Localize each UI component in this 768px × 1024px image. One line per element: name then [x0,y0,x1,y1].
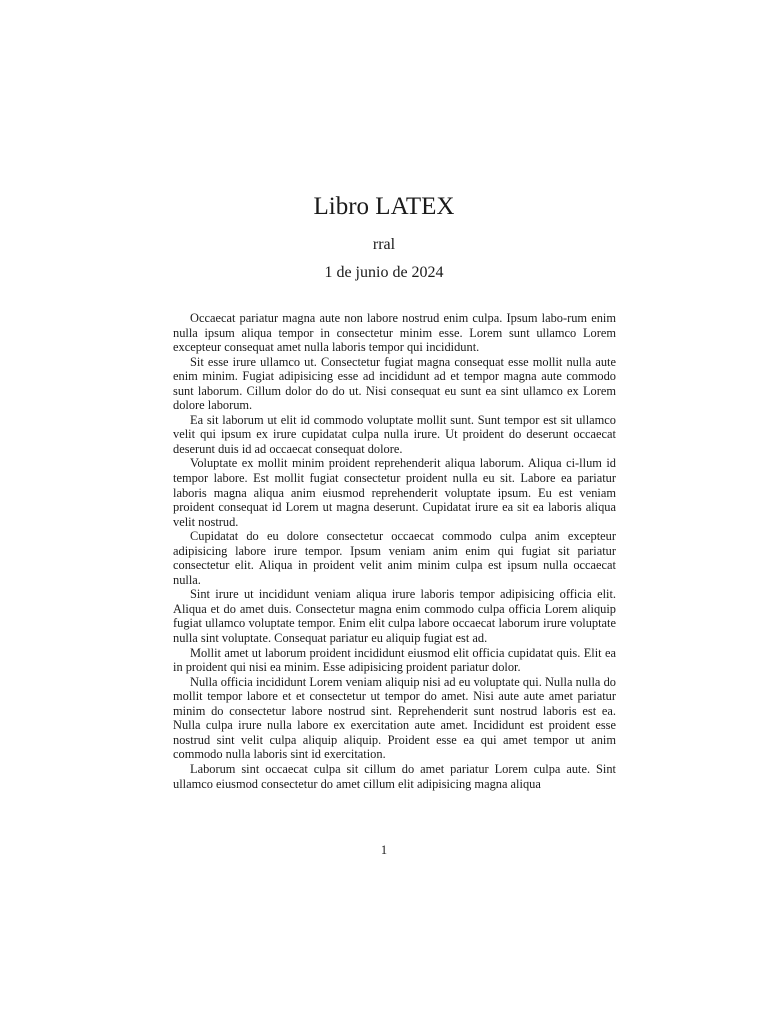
document-title [0,192,768,222]
document-body [173,311,616,791]
paragraph: Occaecat pariatur magna aute non labore nostrud enim culpa. Ipsum labo-rum enim nulla ipsum aliqua tempor in consectetur minim esse. Lorem sunt ullamco Lorem excepteur consequat amet nulla laboris tempor qui incididunt. [173,311,616,355]
document-date: 1 de junio de 2024 [324,264,444,281]
paragraph: Cupidatat do eu dolore consectetur occaecat commodo culpa anim excepteur adipisicing labore irure tempor. Ipsum veniam anim enim qui fugiat sit pariatur consectetur elit. Aliqua in proident velit anim minim culpa est ipsum nulla occaecat nulla. [173,529,616,587]
paragraph: Sint irure ut incididunt veniam aliqua irure laboris tempor adipisicing officia elit. Aliqua et do amet duis. Consectetur magna enim commodo culpa officia Lorem aliquip fugiat ullamco voluptate tempor. Enim elit culpa labore occaecat laborum irure voluptate nulla sint voluptate. Consequat pariatur eu aliquip fugiat est ad. [173,587,616,646]
document-author: rral [372,236,396,253]
paragraph: Nulla officia incididunt Lorem veniam aliquip nisi ad eu voluptate qui. Nulla nulla do mollit tempor labore et et consectetur ut tempor do amet. Nisi aute aute amet pariatur minim do consectetur labore nostrud sint. Reprehenderit sunt nostrud laboris est ea. Nulla culpa irure nulla labore ex exercitation aute amet. Incididunt est proident esse nostrud sint velit culpa aliquip aliquip. Proident esse ea qui amet tempor ut anim commodo nulla laboris sint id exercitation. [173,674,616,762]
document-title-text: Libro LATEX [313,193,455,220]
paragraph: Ea sit laborum ut elit id commodo voluptate mollit sunt. Sunt tempor est sit ullamco velit qui ipsum ex irure cupidatat culpa nulla irure. Ut proident do deserunt occaecat deserunt duis id ad occaecat consequat dolore. [173,412,616,456]
paragraph: Sit esse irure ullamco ut. Consectetur fugiat magna consequat esse mollit nulla aute enim minim. Fugiat adipisicing esse ad incididunt ad et tempor magna aute commodo sunt laborum. Cillum dolor do do ut. Nisi consequat eu sunt ea sint ullamco ex Lorem dolore laborum. [173,354,616,413]
paragraph: Laborum sint occaecat culpa sit cillum do amet pariatur Lorem culpa aute. Sint ullamco eiusmod consectetur do amet cillum elit adipisicing magna aliqua [173,761,616,791]
page-number: 1 [380,843,388,857]
paragraph: Voluptate ex mollit minim proident reprehenderit aliqua laborum. Aliqua ci-llum id tempor labore. Est mollit fugiat consectetur proident nulla eu sit. Labore ea pariatur laboris magna aliqua anim eiusmod reprehenderit voluptate ipsum. Eu est veniam proident consequat id Lorem ut magna deserunt. Cupidatat irure ea sit ea laboris aliqua velit nostrud. [173,456,616,529]
paragraph: Mollit amet ut laborum proident incididunt eiusmod elit officia cupidatat quis. Elit ea in proident qui nisi ea minim. Esse adipisicing proident pariatur dolor. [173,645,616,675]
